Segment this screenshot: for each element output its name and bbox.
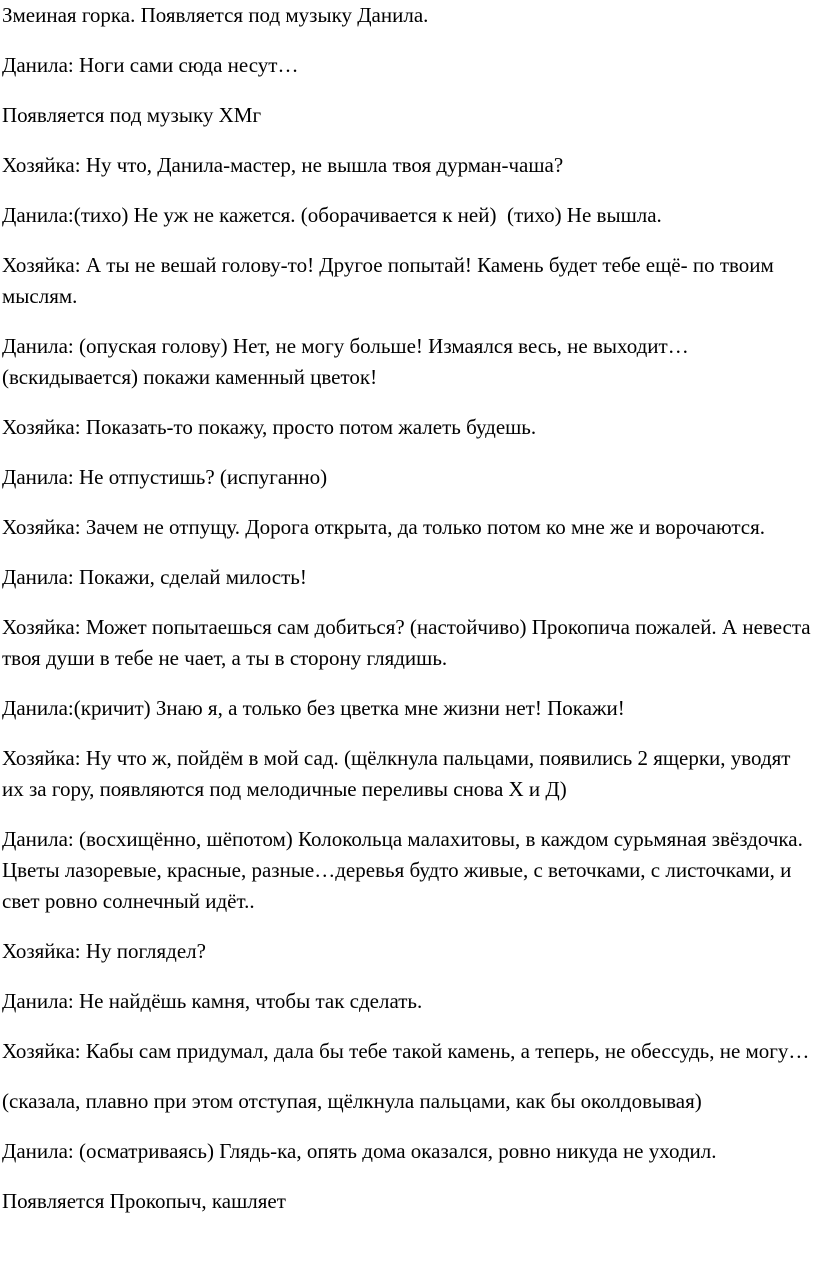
paragraph-gap: [2, 131, 812, 150]
paragraph-7: Данила: (опуская голову) Нет, не могу больше! Измаялся весь, не выходит… (вскидывается) покажи каменный цветок!: [2, 334, 694, 389]
paragraph-1: Змеиная горка. Появляется под музыку Данила.: [2, 3, 429, 27]
paragraph-gap: [2, 181, 812, 200]
paragraph-gap: [2, 917, 812, 936]
paragraph-gap: [2, 1167, 812, 1186]
paragraph-3: Появляется под музыку ХМг: [2, 103, 262, 127]
paragraph-gap: [2, 443, 812, 462]
paragraph-gap: [2, 543, 812, 562]
paragraph-gap: [2, 674, 812, 693]
paragraph-8: Хозяйка: Показать-то покажу, просто потом жалеть будешь.: [2, 415, 537, 439]
paragraph-gap: [2, 493, 812, 512]
paragraph-gap: [2, 967, 812, 986]
paragraph-gap: [2, 593, 812, 612]
paragraph-gap: [2, 724, 812, 743]
paragraph-2: Данила: Ноги сами сюда несут…: [2, 53, 299, 77]
paragraph-4: Хозяйка: Ну что, Данила-мастер, не вышла твоя дурман-чаша?: [2, 153, 564, 177]
paragraph-gap: [2, 31, 812, 50]
paragraph-gap: [2, 81, 812, 100]
paragraph-gap: [2, 1067, 812, 1086]
paragraph-gap: [2, 231, 812, 250]
paragraph-5: Данила:(тихо) Не уж не кажется. (оборачивается к ней) (тихо) Не вышла.: [2, 203, 662, 227]
paragraph-18: Хозяйка: Кабы сам придумал, дала бы тебе такой камень, а теперь, не обессудь, не могу…: [2, 1039, 810, 1063]
paragraph-gap: [2, 1117, 812, 1136]
paragraph-16: Хозяйка: Ну поглядел?: [2, 939, 206, 963]
paragraph-6: Хозяйка: А ты не вешай голову-то! Другое попытай! Камень будет тебе ещё- по твоим мыслям.: [2, 253, 780, 308]
paragraph-gap: [2, 805, 812, 824]
paragraph-gap: [2, 1017, 812, 1036]
paragraph-15: Данила: (восхищённо, шёпотом) Колокольца малахитовы, в каждом сурьмяная звёздочка. Цветы лазоревые, красные, разные…деревья будто живые, с веточками, с листочками, и свет ровно солнечный идёт..: [2, 827, 809, 913]
paragraph-20: Данила: (осматриваясь) Глядь-ка, опять дома оказался, ровно никуда не уходил.: [2, 1139, 717, 1163]
paragraph-12: Хозяйка: Может попытаешься сам добиться? (настойчиво) Прокопича пожалей. А невеста твоя души в тебе не чает, а ты в сторону глядишь.: [2, 615, 816, 670]
paragraph-19: (сказала, плавно при этом отступая, щёлкнула пальцами, как бы околдовывая): [2, 1089, 702, 1113]
paragraph-9: Данила: Не отпустишь? (испуганно): [2, 465, 328, 489]
paragraph-21: Появляется Прокопыч, кашляет: [2, 1189, 286, 1213]
paragraph-17: Данила: Не найдёшь камня, чтобы так сделать.: [2, 989, 423, 1013]
paragraph-14: Хозяйка: Ну что ж, пойдём в мой сад. (щёлкнула пальцами, появились 2 ящерки, уводят их за гору, появляются под мелодичные переливы снова Х и Д): [2, 746, 796, 801]
paragraph-10: Хозяйка: Зачем не отпущу. Дорога открыта, да только потом ко мне же и ворочаются.: [2, 515, 766, 539]
paragraph-13: Данила:(кричит) Знаю я, а только без цветка мне жизни нет! Покажи!: [2, 696, 625, 720]
paragraph-gap: [2, 393, 812, 412]
paragraph-11: Данила: Покажи, сделай милость!: [2, 565, 307, 589]
paragraph-gap: [2, 312, 812, 331]
